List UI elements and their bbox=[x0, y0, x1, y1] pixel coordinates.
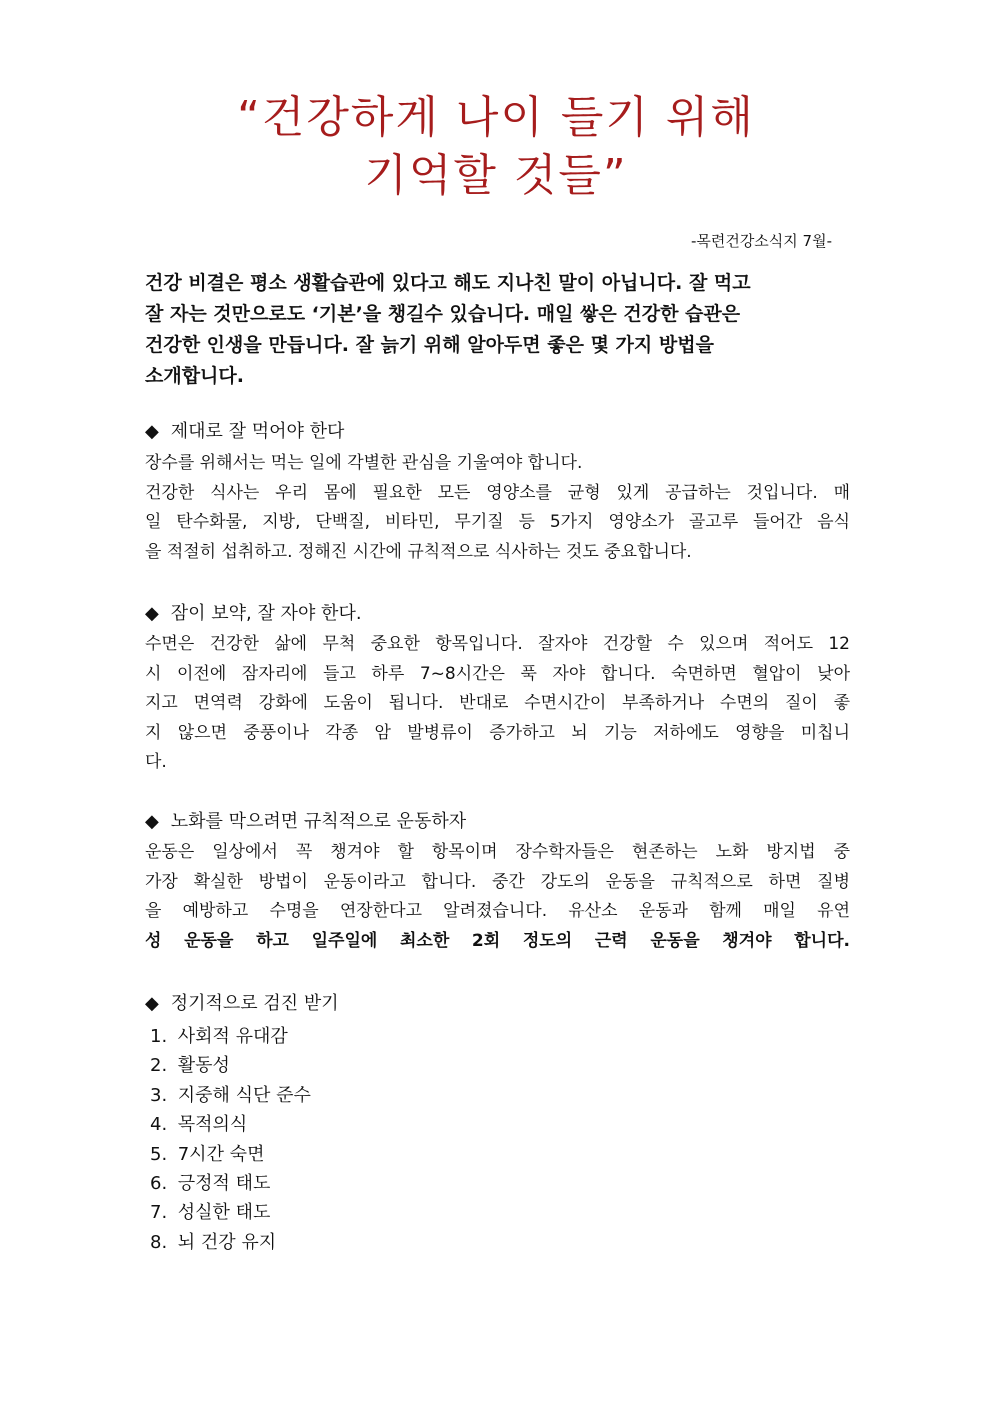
body-line: 운동은 일상에서 꼭 챙겨야 할 항목이며 장수학자들은 현존하는 노화 방지법 중 bbox=[145, 842, 850, 862]
list-number: 5. bbox=[150, 1143, 168, 1165]
section-heading-text: 정기적으로 검진 받기 bbox=[170, 993, 339, 1014]
body-line: 가장 확실한 방법이 운동이라고 합니다. 중간 강도의 운동을 규칙적으로 하면 질병 bbox=[145, 871, 850, 892]
list-number: 2. bbox=[150, 1055, 168, 1077]
body-line: 지 않으면 중풍이나 각종 암 발병류이 증가하고 뇌 기능 저하에도 영향을 미칩니 bbox=[145, 722, 850, 743]
section-heading-text: 노화를 막으려면 규칙적으로 운동하자 bbox=[170, 811, 467, 832]
list-text: 지중해 식단 준수 bbox=[177, 1084, 311, 1106]
list-text: 7시간 숙면 bbox=[177, 1143, 265, 1165]
list-number: 1. bbox=[150, 1026, 168, 1047]
list-text: 성실한 태도 bbox=[177, 1202, 271, 1224]
list-item bbox=[150, 1110, 311, 1139]
body-line: 일 탄수화물, 지방, 단백질, 비타민, 무기질 등 5가지 영양소가 골고루 들어간 음식 bbox=[145, 512, 850, 532]
diamond-bullet-icon: ◆ bbox=[145, 603, 159, 624]
diamond-bullet-icon: ◆ bbox=[145, 993, 159, 1014]
body-line: 수면은 건강한 삶에 무척 중요한 항목입니다. 잘자야 건강할 수 있으며 적어도 12 bbox=[145, 634, 850, 654]
body-line: 을 적절히 섭취하고. 정해진 시간에 규칙적으로 식사하는 것도 중요합니다. bbox=[145, 541, 692, 562]
section-body-eating bbox=[145, 449, 850, 567]
list-number: 3. bbox=[150, 1084, 168, 1106]
section-heading-eating bbox=[145, 418, 344, 446]
checkup-list bbox=[150, 1022, 311, 1257]
section-body-exercise bbox=[145, 838, 850, 956]
list-number: 4. bbox=[150, 1114, 168, 1136]
document-title-line-1: “건강하게 나이 들기 위해 bbox=[237, 92, 755, 143]
list-text: 활동성 bbox=[177, 1055, 230, 1077]
section-body-sleep bbox=[145, 630, 850, 778]
body-line: 성 운동을 하고 일주일에 최소한 2회 정도의 근력 운동을 챙겨야 합니다. bbox=[145, 930, 850, 951]
list-text: 목적의식 bbox=[177, 1114, 248, 1136]
list-number: 8. bbox=[150, 1231, 168, 1253]
section-heading-sleep bbox=[145, 600, 362, 628]
intro-paragraph bbox=[145, 268, 845, 392]
list-number: 6. bbox=[150, 1173, 168, 1195]
section-heading-checkup bbox=[145, 990, 339, 1018]
list-item bbox=[150, 1198, 311, 1227]
diamond-bullet-icon: ◆ bbox=[145, 421, 159, 442]
list-item bbox=[150, 1228, 311, 1257]
source-note: -목련건강소식지 7월- bbox=[690, 232, 832, 250]
intro-line: 소개합니다. bbox=[145, 365, 244, 387]
list-item bbox=[150, 1140, 311, 1169]
list-text: 뇌 건강 유지 bbox=[177, 1231, 277, 1253]
body-line: 지고 면역력 강화에 도움이 됩니다. 반대로 수면시간이 부족하거나 수면의 질이 좋 bbox=[145, 693, 850, 713]
list-text: 사회적 유대감 bbox=[177, 1026, 288, 1047]
intro-line: 건강한 인생을 만듭니다. 잘 늙기 위해 알아두면 좋은 몇 가지 방법을 bbox=[145, 334, 714, 356]
document-title-line-2: 기억할 것들” bbox=[364, 150, 628, 201]
list-item bbox=[150, 1051, 311, 1080]
section-heading-exercise bbox=[145, 808, 466, 836]
section-heading-text: 잠이 보약, 잘 자야 한다. bbox=[170, 603, 362, 624]
body-line: 건강한 식사는 우리 몸에 필요한 모든 영양소를 균형 있게 공급하는 것입니다. 매 bbox=[145, 482, 850, 503]
list-item bbox=[150, 1169, 311, 1198]
list-text: 긍정적 태도 bbox=[177, 1173, 271, 1195]
body-line: 다. bbox=[145, 752, 167, 772]
section-heading-text: 제대로 잘 먹어야 한다 bbox=[170, 421, 345, 442]
intro-line: 건강 비결은 평소 생활습관에 있다고 해도 지나친 말이 아닙니다. 잘 먹고 bbox=[145, 272, 751, 294]
body-line: 시 이전에 잠자리에 들고 하루 7~8시간은 푹 자야 합니다. 숙면하면 혈압이 낮아 bbox=[145, 663, 850, 684]
list-number: 7. bbox=[150, 1202, 168, 1224]
intro-line: 잘 자는 것만으로도 ‘기본’을 챙길수 있습니다. 매일 쌓은 건강한 습관은 bbox=[145, 303, 741, 325]
body-line: 장수를 위해서는 먹는 일에 각별한 관심을 기울여야 합니다. bbox=[145, 453, 583, 473]
list-item bbox=[150, 1081, 311, 1110]
list-item bbox=[150, 1022, 311, 1051]
diamond-bullet-icon: ◆ bbox=[145, 811, 159, 832]
body-line: 을 예방하고 수명을 연장한다고 알려졌습니다. 유산소 운동과 함께 매일 유연 bbox=[145, 901, 850, 921]
